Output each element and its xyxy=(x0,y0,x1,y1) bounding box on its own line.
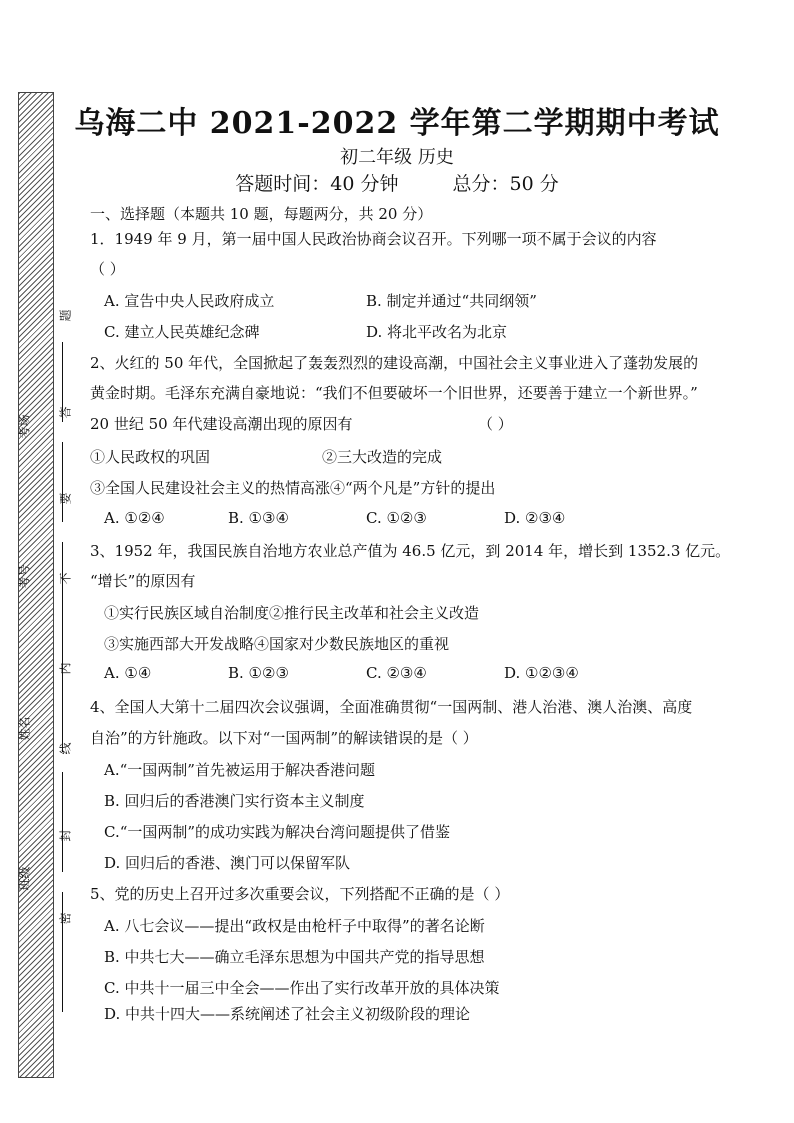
seal-line-segment xyxy=(62,772,63,872)
question-3-option-b: B. ①②③ xyxy=(228,664,289,682)
question-1-option-b: B. 制定并通过“共同纲领” xyxy=(366,292,537,310)
side-field-class: 班级 xyxy=(17,866,32,891)
question-4-option-d: D. 回归后的香港、澳门可以保留军队 xyxy=(104,854,351,872)
question-5-stem: 5、党的历史上召开过多次重要会议，下列搭配不正确的是（ ） xyxy=(90,885,510,903)
question-3-option-d: D. ①②③④ xyxy=(504,664,579,682)
question-2-option-d: D. ②③④ xyxy=(504,509,566,527)
question-4-option-c: C.“一国两制”的成功实践为解决台湾问题提供了借鉴 xyxy=(104,823,451,841)
question-5-option-d: D. 中共十四大——系统阐述了社会主义初级阶段的理论 xyxy=(104,1005,471,1023)
question-4-line-2: 自治”的方针施政。以下对“一国两制”的解读错误的是（ ） xyxy=(90,729,478,747)
exam-score: 总分：50 分 xyxy=(452,173,559,195)
seal-mark: 封 xyxy=(58,829,73,842)
question-3-line-2: “增长”的原因有 xyxy=(90,572,196,590)
section-heading: 一、选择题（本题共 10 题，每题两分，共 20 分） xyxy=(90,205,433,223)
exam-time: 答题时间：40 分钟 xyxy=(235,173,399,195)
seal-line-segment xyxy=(62,442,63,522)
seal-mark: 内 xyxy=(58,662,73,675)
question-5-option-b: B. 中共七大——确立毛泽东思想为中国共产党的指导思想 xyxy=(104,948,485,966)
question-4-option-b: B. 回归后的香港澳门实行资本主义制度 xyxy=(104,792,365,810)
question-2-option-a: A. ①②④ xyxy=(104,509,165,527)
question-3-line-1: 3、1952 年，我国民族自治地方农业总产值为 46.5 亿元，到 2014 年，增长到 1352.3 亿元。 xyxy=(90,542,731,560)
question-2-line-2: 黄金时期。毛泽东充满自豪地说：“我们不但要破坏一个旧世界，还要善于建立一个新世界。” xyxy=(90,384,698,402)
question-1-option-d: D. 将北平改名为北京 xyxy=(366,323,508,341)
question-3-items-3-4: ③实施西部大开发战略④国家对少数民族地区的重视 xyxy=(104,635,450,653)
side-field-exam-number: 考号 xyxy=(17,564,32,589)
question-5-option-c: C. 中共十一届三中全会——作出了实行改革开放的具体决策 xyxy=(104,979,500,997)
question-2-item-1: ①人民政权的巩固 xyxy=(90,448,211,466)
exam-subtitle: 初二年级 历史 xyxy=(340,147,454,168)
seal-mark: 题 xyxy=(58,309,73,322)
seal-mark: 线 xyxy=(58,742,73,755)
exam-title: 乌海二中 2021-2022 学年第二学期期中考试 xyxy=(74,106,720,141)
question-5-option-a: A. 八七会议——提出“政权是由枪杆子中取得”的著名论断 xyxy=(104,917,485,935)
question-1-option-a: A. 宣告中央人民政府成立 xyxy=(104,292,275,310)
side-field-name: 姓名 xyxy=(17,716,32,741)
seal-mark: 不 xyxy=(58,572,73,585)
question-3-option-c: C. ②③④ xyxy=(366,664,427,682)
question-2-item-2: ②三大改造的完成 xyxy=(322,448,443,466)
side-field-exam-room: 考场 xyxy=(17,414,32,439)
question-4-line-1: 4、全国人大第十二届四次会议强调，全面准确贯彻“一国两制、港人治港、澳人治澳、高度 xyxy=(90,698,693,716)
seal-mark: 答 xyxy=(58,406,73,419)
question-2-option-b: B. ①③④ xyxy=(228,509,289,527)
question-2-option-c: C. ①②③ xyxy=(366,509,427,527)
seal-line-segment xyxy=(62,612,63,752)
seal-line-gutter xyxy=(52,92,78,1076)
question-2-line-1: 2、火红的 50 年代，全国掀起了轰轰烈烈的建设高潮，中国社会主义事业进入了蓬勃发展的 xyxy=(90,354,699,372)
question-3-option-a: A. ①④ xyxy=(104,664,152,682)
question-1-option-c: C. 建立人民英雄纪念碑 xyxy=(104,323,260,341)
question-2-answer-blank: （ ） xyxy=(478,415,513,433)
question-1-answer-blank: （ ） xyxy=(90,260,125,278)
question-4-option-a: A.“一国两制”首先被运用于解决香港问题 xyxy=(104,761,375,779)
seal-mark: 密 xyxy=(58,912,73,925)
question-2-items-3-4: ③全国人民建设社会主义的热情高涨④“两个凡是”方针的提出 xyxy=(90,479,496,497)
question-3-items-1-2: ①实行民族区域自治制度②推行民主改革和社会主义改造 xyxy=(104,604,480,622)
question-1-stem: 1．1949 年 9 月，第一届中国人民政治协商会议召开。下列哪一项不属于会议的内容 xyxy=(90,230,657,248)
question-2-line-3: 20 世纪 50 年代建设高潮出现的原因有 xyxy=(90,415,353,433)
seal-mark: 要 xyxy=(58,492,73,505)
exam-meta xyxy=(0,169,794,196)
